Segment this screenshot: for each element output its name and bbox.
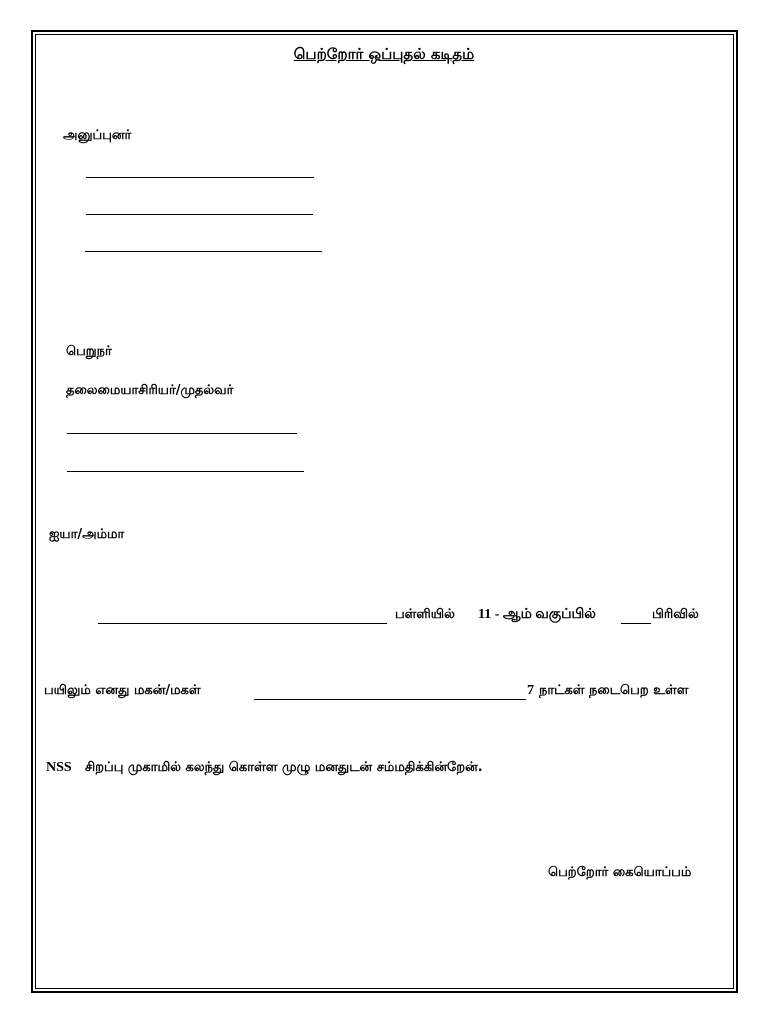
receiver-label: பெறுநர் bbox=[66, 344, 112, 359]
nss-text: NSS bbox=[46, 760, 72, 775]
receiver-address-line-1 bbox=[67, 433, 297, 434]
parent-signature-label: பெற்றோர் கையொப்பம் bbox=[548, 865, 692, 880]
days-text: நாட்கள் நடைபெற உள்ள bbox=[539, 683, 689, 698]
salutation: ஐயா/அம்மா bbox=[49, 527, 125, 542]
student-name-blank bbox=[254, 699, 526, 700]
section-text: பிரிவில் bbox=[652, 607, 699, 622]
section-blank bbox=[621, 623, 651, 624]
page-title: பெற்றோர் ஒப்புதல் கடிதம் bbox=[293, 45, 475, 63]
consent-text: சிறப்பு முகாமில் கலந்து கொள்ள முழு மனதுடன் சம்மதிக்கின்றேன். bbox=[85, 760, 483, 775]
sender-address-line-1 bbox=[86, 177, 314, 178]
sender-address-line-3 bbox=[85, 251, 322, 252]
school-text: பள்ளியில் bbox=[395, 607, 455, 622]
studying-text: பயிலும் எனது மகன்/மகள் bbox=[44, 683, 201, 698]
class-text: 11 - ஆம் வகுப்பில் bbox=[478, 607, 596, 622]
days-number: 7 bbox=[527, 683, 534, 698]
sender-address-line-2 bbox=[86, 214, 313, 215]
school-name-blank bbox=[98, 623, 387, 624]
receiver-address-line-2 bbox=[67, 471, 304, 472]
receiver-designation: தலைமையாசிரியர்/முதல்வர் bbox=[66, 383, 234, 398]
sender-label: அனுப்புனர் bbox=[63, 128, 132, 143]
